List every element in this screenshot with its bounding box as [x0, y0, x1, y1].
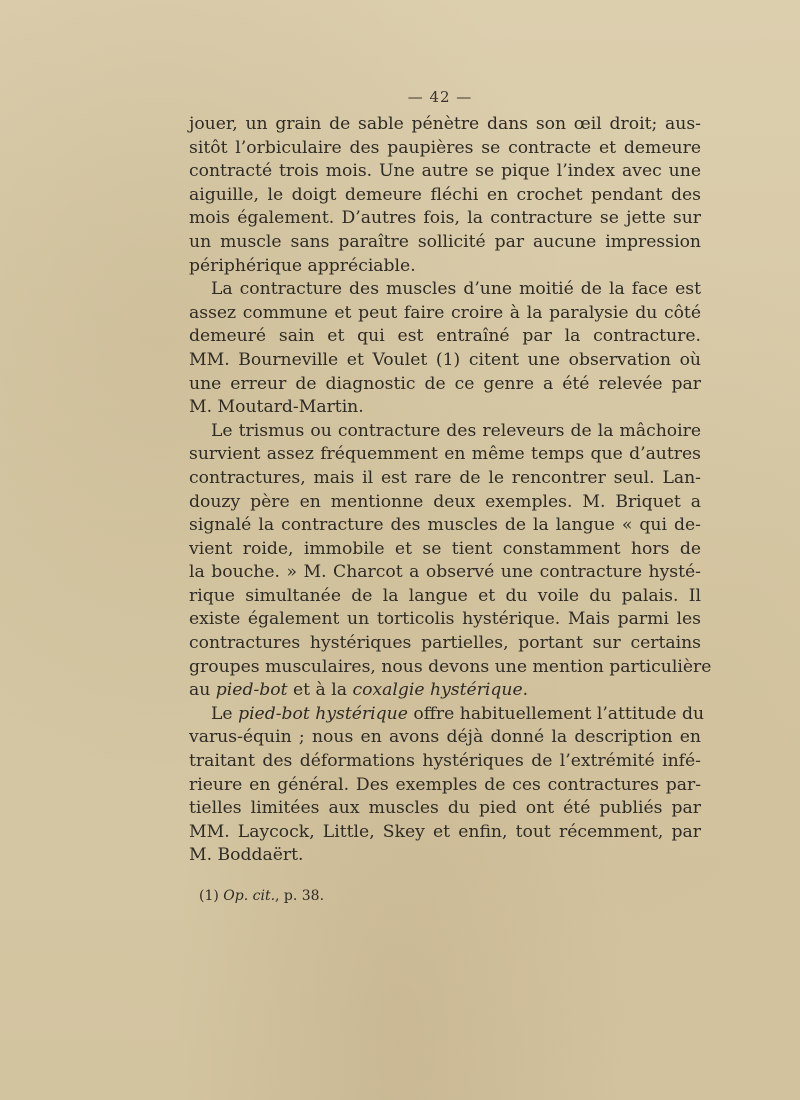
text-line: vient roide, immobile et se tient constamment hors de [189, 538, 701, 559]
italic-term: coxalgie hystérique [352, 680, 523, 701]
italic-term: pied-bot [215, 680, 288, 701]
text-line: assez commune et peut faire croire à la paralysie du côté [189, 302, 701, 323]
text-line: rique simultanée de la langue et du voile du palais. Il [189, 585, 701, 606]
text-line: signalé la contracture des muscles de la langue « qui de- [189, 515, 701, 536]
page-number: — 42 — [407, 88, 473, 106]
text-line: existe également un torticolis hystérique. Mais parmi les [189, 609, 701, 630]
text-line: rieure en général. Des exemples de ces contractures par- [189, 774, 701, 795]
text-line: mois également. D’autres fois, la contracture se jette sur [189, 208, 701, 229]
text-line: groupes musculaires, nous devons une mention particulière [189, 656, 712, 677]
text-line: Le pied-bot hystérique offre habituellement l’attitude du [211, 703, 705, 724]
text-line: jouer, un grain de sable pénètre dans son œil droit; aus- [189, 114, 701, 134]
text-line: douzy père en mentionne deux exemples. M. Briquet a [189, 491, 701, 512]
body-text [189, 113, 712, 868]
text-line: sitôt l’orbiculaire des paupières se contracte et demeure [189, 137, 701, 158]
text-line: périphérique appréciable. [189, 255, 416, 276]
text-line: M. Boddaërt. [189, 845, 304, 866]
text-line: la bouche. » M. Charcot a observé une contracture hysté- [189, 562, 701, 583]
text-line: La contracture des muscles d’une moitié de la face est [211, 279, 701, 300]
text-line: MM. Laycock, Little, Skey et enfin, tout récemment, par [189, 821, 701, 842]
text-line: MM. Bourneville et Voulet (1) citent une observation où [189, 349, 701, 370]
text-line: Le trismus ou contracture des releveurs de la mâchoire [211, 420, 701, 441]
text-line: au pied-bot et à la coxalgie hystérique. [189, 680, 529, 701]
text-line: demeuré sain et qui est entraîné par la contracture. [189, 326, 701, 347]
text-line: survient assez fréquemment en même temps que d’autres [189, 444, 701, 465]
text-line: contractures, mais il est rare de le rencontrer seul. Lan- [189, 467, 701, 488]
text-line: traitant des déformations hystériques de l’extrémité infé- [189, 751, 701, 772]
text-line: un muscle sans paraître sollicité par aucune impression [189, 231, 701, 252]
text-line: aiguille, le doigt demeure fléchi en crochet pendant des [189, 184, 701, 205]
text-line: une erreur de diagnostic de ce genre a été relevée par [189, 373, 701, 394]
text-line: varus-équin ; nous en avons déjà donné la description en [189, 727, 701, 748]
footnote: (1) Op. cit., p. 38. [199, 888, 325, 904]
text-line: contracté trois mois. Une autre se pique l’index avec une [189, 161, 701, 182]
text-line: contractures hystériques partielles, portant sur certains [189, 633, 701, 654]
text-line: tielles limitées aux muscles du pied ont été publiés par [189, 798, 701, 819]
text-line: M. Moutard-Martin. [189, 397, 364, 418]
italic-term: pied-bot hystérique [238, 703, 408, 724]
